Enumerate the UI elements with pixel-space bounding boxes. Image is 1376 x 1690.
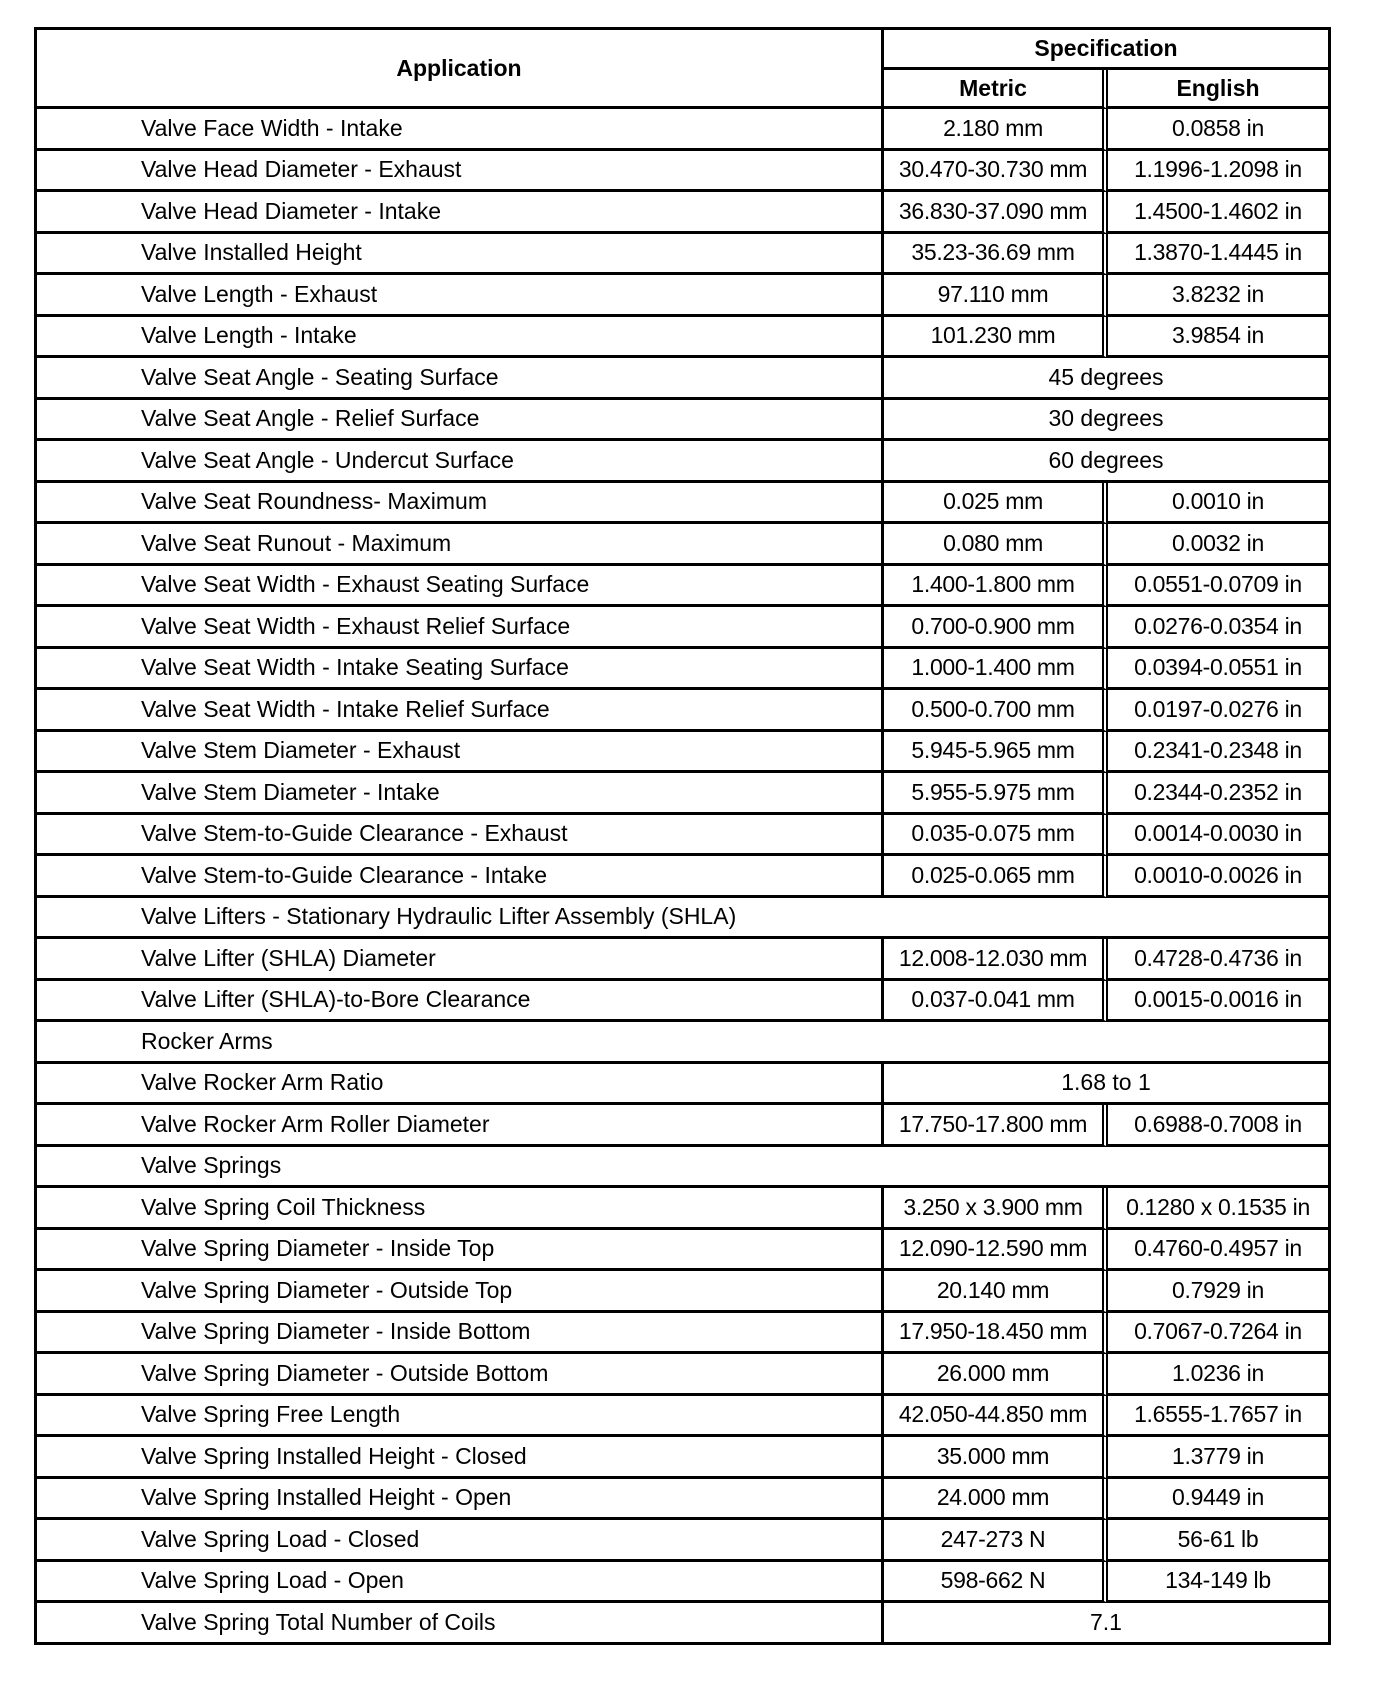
metric-cell: 0.500-0.700 mm (884, 690, 1108, 732)
application-cell: Valve Length - Intake (37, 317, 884, 359)
table-row (37, 566, 1331, 608)
english-cell: 0.7929 in (1108, 1271, 1331, 1313)
table-row (37, 400, 1331, 442)
combined-spec-cell: 7.1 (884, 1603, 1331, 1645)
application-cell: Valve Spring Load - Closed (37, 1520, 884, 1562)
english-cell: 0.2344-0.2352 in (1108, 773, 1331, 815)
english-cell: 56-61 lb (1108, 1520, 1331, 1562)
application-cell: Valve Head Diameter - Intake (37, 192, 884, 234)
english-cell: 0.0551-0.0709 in (1108, 566, 1331, 608)
metric-cell: 36.830-37.090 mm (884, 192, 1108, 234)
english-cell: 1.4500-1.4602 in (1108, 192, 1331, 234)
section-title: Valve Lifters - Stationary Hydraulic Lifter Assembly (SHLA) (37, 898, 1331, 940)
english-cell: 1.0236 in (1108, 1354, 1331, 1396)
english-cell: 0.7067-0.7264 in (1108, 1313, 1331, 1355)
application-cell: Valve Seat Width - Exhaust Relief Surface (37, 607, 884, 649)
application-cell: Valve Rocker Arm Ratio (37, 1064, 884, 1106)
english-cell: 1.3870-1.4445 in (1108, 234, 1331, 276)
specification-header: Specification (884, 30, 1331, 70)
table-row (37, 1271, 1331, 1313)
english-cell: 3.8232 in (1108, 275, 1331, 317)
metric-cell: 26.000 mm (884, 1354, 1108, 1396)
metric-cell: 0.035-0.075 mm (884, 815, 1108, 857)
metric-cell: 2.180 mm (884, 109, 1108, 151)
metric-cell: 17.950-18.450 mm (884, 1313, 1108, 1355)
table-row (37, 1437, 1331, 1479)
application-cell: Valve Seat Angle - Undercut Surface (37, 441, 884, 483)
table-row (37, 815, 1331, 857)
metric-cell: 0.037-0.041 mm (884, 981, 1108, 1023)
english-cell: 1.6555-1.7657 in (1108, 1396, 1331, 1438)
application-cell: Valve Seat Angle - Relief Surface (37, 400, 884, 442)
english-cell: 0.0197-0.0276 in (1108, 690, 1331, 732)
english-cell: 0.0276-0.0354 in (1108, 607, 1331, 649)
metric-cell: 35.23-36.69 mm (884, 234, 1108, 276)
table-row (37, 1188, 1331, 1230)
english-cell: 1.3779 in (1108, 1437, 1331, 1479)
application-cell: Valve Seat Width - Exhaust Seating Surface (37, 566, 884, 608)
metric-cell: 0.080 mm (884, 524, 1108, 566)
application-cell: Valve Lifter (SHLA)-to-Bore Clearance (37, 981, 884, 1023)
application-cell: Valve Seat Width - Intake Relief Surface (37, 690, 884, 732)
metric-cell: 20.140 mm (884, 1271, 1108, 1313)
table-row (37, 1396, 1331, 1438)
application-cell: Valve Lifter (SHLA) Diameter (37, 939, 884, 981)
table-row (37, 1479, 1331, 1521)
table-row (37, 524, 1331, 566)
application-cell: Valve Spring Diameter - Outside Bottom (37, 1354, 884, 1396)
application-cell: Valve Spring Installed Height - Open (37, 1479, 884, 1521)
table-row (37, 317, 1331, 359)
table-row (37, 856, 1331, 898)
application-cell: Valve Spring Diameter - Inside Top (37, 1230, 884, 1272)
application-cell: Valve Spring Diameter - Inside Bottom (37, 1313, 884, 1355)
application-cell: Valve Stem Diameter - Exhaust (37, 732, 884, 774)
metric-cell: 5.955-5.975 mm (884, 773, 1108, 815)
table-row (37, 192, 1331, 234)
english-cell: 0.4760-0.4957 in (1108, 1230, 1331, 1272)
metric-cell: 42.050-44.850 mm (884, 1396, 1108, 1438)
combined-spec-cell: 1.68 to 1 (884, 1064, 1331, 1106)
application-cell: Valve Rocker Arm Roller Diameter (37, 1105, 884, 1147)
table-row (37, 649, 1331, 691)
english-cell: 0.0010 in (1108, 483, 1331, 525)
table-row (37, 1354, 1331, 1396)
english-cell: 0.0014-0.0030 in (1108, 815, 1331, 857)
metric-cell: 1.000-1.400 mm (884, 649, 1108, 691)
metric-cell: 101.230 mm (884, 317, 1108, 359)
metric-cell: 598-662 N (884, 1562, 1108, 1604)
table-row (37, 234, 1331, 276)
metric-cell: 35.000 mm (884, 1437, 1108, 1479)
table-row (37, 981, 1331, 1023)
table-row (37, 1562, 1331, 1604)
metric-cell: 0.700-0.900 mm (884, 607, 1108, 649)
application-cell: Valve Seat Runout - Maximum (37, 524, 884, 566)
combined-spec-cell: 30 degrees (884, 400, 1331, 442)
application-cell: Valve Face Width - Intake (37, 109, 884, 151)
metric-cell: 17.750-17.800 mm (884, 1105, 1108, 1147)
application-cell: Valve Installed Height (37, 234, 884, 276)
english-cell: 0.0032 in (1108, 524, 1331, 566)
table-row (37, 607, 1331, 649)
english-cell: 1.1996-1.2098 in (1108, 151, 1331, 193)
application-cell: Valve Spring Coil Thickness (37, 1188, 884, 1230)
application-cell: Valve Stem-to-Guide Clearance - Intake (37, 856, 884, 898)
section-row (37, 1022, 1331, 1064)
metric-cell: 24.000 mm (884, 1479, 1108, 1521)
header-row-top (37, 30, 1331, 70)
application-cell: Valve Spring Load - Open (37, 1562, 884, 1604)
english-cell: 0.6988-0.7008 in (1108, 1105, 1331, 1147)
metric-cell: 0.025-0.065 mm (884, 856, 1108, 898)
application-cell: Valve Seat Width - Intake Seating Surface (37, 649, 884, 691)
english-cell: 0.1280 x 0.1535 in (1108, 1188, 1331, 1230)
application-cell: Valve Length - Exhaust (37, 275, 884, 317)
metric-cell: 5.945-5.965 mm (884, 732, 1108, 774)
metric-header: Metric (884, 70, 1108, 109)
table-row (37, 275, 1331, 317)
table-row (37, 1313, 1331, 1355)
table-row (37, 358, 1331, 400)
metric-cell: 1.400-1.800 mm (884, 566, 1108, 608)
metric-cell: 247-273 N (884, 1520, 1108, 1562)
application-cell: Valve Spring Installed Height - Closed (37, 1437, 884, 1479)
table-row (37, 1603, 1331, 1645)
section-row (37, 898, 1331, 940)
application-cell: Valve Seat Angle - Seating Surface (37, 358, 884, 400)
english-cell: 0.4728-0.4736 in (1108, 939, 1331, 981)
spec-table-body (37, 109, 1331, 1645)
english-cell: 0.2341-0.2348 in (1108, 732, 1331, 774)
metric-cell: 12.008-12.030 mm (884, 939, 1108, 981)
application-cell: Valve Spring Total Number of Coils (37, 1603, 884, 1645)
application-cell: Valve Head Diameter - Exhaust (37, 151, 884, 193)
english-cell: 0.9449 in (1108, 1479, 1331, 1521)
table-row (37, 690, 1331, 732)
table-row (37, 1520, 1331, 1562)
combined-spec-cell: 45 degrees (884, 358, 1331, 400)
application-cell: Valve Stem-to-Guide Clearance - Exhaust (37, 815, 884, 857)
table-row (37, 1105, 1331, 1147)
table-row (37, 1064, 1331, 1106)
combined-spec-cell: 60 degrees (884, 441, 1331, 483)
application-header: Application (37, 30, 884, 109)
english-cell: 0.0394-0.0551 in (1108, 649, 1331, 691)
metric-cell: 12.090-12.590 mm (884, 1230, 1108, 1272)
metric-cell: 3.250 x 3.900 mm (884, 1188, 1108, 1230)
application-cell: Valve Spring Free Length (37, 1396, 884, 1438)
valve-specification-table (34, 27, 1331, 1645)
english-header: English (1108, 70, 1331, 109)
table-row (37, 939, 1331, 981)
table-row (37, 483, 1331, 525)
english-cell: 0.0015-0.0016 in (1108, 981, 1331, 1023)
metric-cell: 30.470-30.730 mm (884, 151, 1108, 193)
table-row (37, 109, 1331, 151)
english-cell: 0.0010-0.0026 in (1108, 856, 1331, 898)
table-row (37, 151, 1331, 193)
section-row (37, 1147, 1331, 1189)
english-cell: 134-149 lb (1108, 1562, 1331, 1604)
metric-cell: 97.110 mm (884, 275, 1108, 317)
section-title: Valve Springs (37, 1147, 1331, 1189)
metric-cell: 0.025 mm (884, 483, 1108, 525)
section-title: Rocker Arms (37, 1022, 1331, 1064)
table-row (37, 1230, 1331, 1272)
application-cell: Valve Seat Roundness- Maximum (37, 483, 884, 525)
application-cell: Valve Stem Diameter - Intake (37, 773, 884, 815)
table-row (37, 773, 1331, 815)
application-cell: Valve Spring Diameter - Outside Top (37, 1271, 884, 1313)
table-row (37, 732, 1331, 774)
english-cell: 3.9854 in (1108, 317, 1331, 359)
english-cell: 0.0858 in (1108, 109, 1331, 151)
table-row (37, 441, 1331, 483)
